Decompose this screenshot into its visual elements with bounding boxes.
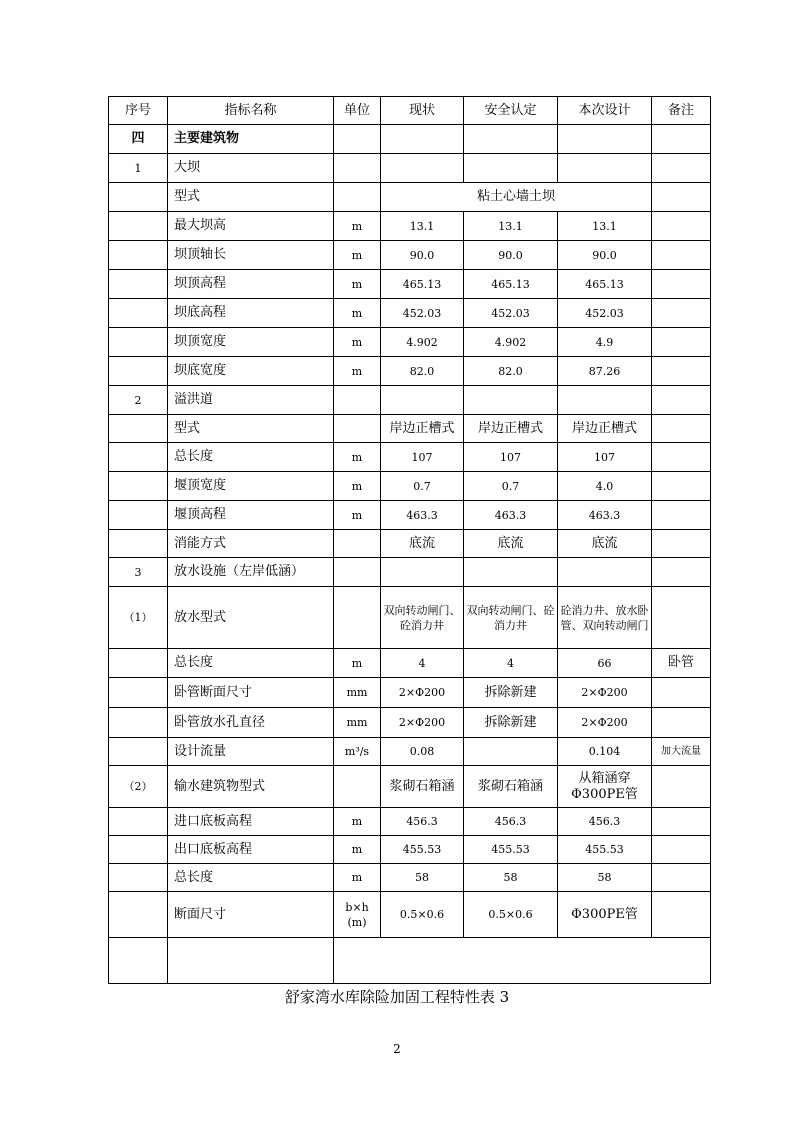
table-row: [109, 212, 711, 241]
row-design: 13.1: [558, 212, 652, 241]
table-row: [109, 836, 711, 864]
row-remark: [652, 501, 711, 530]
table-row: [109, 299, 711, 328]
row-no: （2）: [109, 766, 168, 808]
row-no: [109, 241, 168, 270]
row-remark: [652, 357, 711, 386]
row-design: [558, 154, 652, 183]
table-row: [109, 678, 711, 708]
table-row: [109, 270, 711, 299]
row-design: Φ300PE管: [558, 892, 652, 938]
table-row: [109, 328, 711, 357]
row-design: 107: [558, 443, 652, 472]
row-current: 0.7: [381, 472, 464, 501]
row-name: 出口底板高程: [168, 836, 334, 864]
table-caption: 舒家湾水库除险加固工程特性表 3: [284, 988, 510, 1006]
row-safety: 58: [464, 864, 558, 892]
row-design: 砼消力井、放水卧管、双向转动闸门: [558, 587, 652, 649]
row-name: 最大坝高: [168, 212, 334, 241]
row-unit: m: [334, 649, 381, 678]
row-no: [109, 738, 168, 766]
header-row: [109, 97, 711, 125]
row-unit: [334, 530, 381, 558]
row-safety: 90.0: [464, 241, 558, 270]
row-merged-value: [334, 938, 711, 984]
row-unit: mm: [334, 678, 381, 708]
table-row: [109, 501, 711, 530]
row-design: 4.0: [558, 472, 652, 501]
row-unit: [334, 587, 381, 649]
row-current: 107: [381, 443, 464, 472]
row-name: 输水建筑物型式: [168, 766, 334, 808]
row-safety: [464, 386, 558, 415]
row-unit: m: [334, 241, 381, 270]
row-no: [109, 530, 168, 558]
row-current: 底流: [381, 530, 464, 558]
table-row: [109, 125, 711, 154]
table-row: [109, 183, 711, 212]
row-unit: m: [334, 501, 381, 530]
row-safety: 82.0: [464, 357, 558, 386]
table-row: [109, 386, 711, 415]
row-design: 58: [558, 864, 652, 892]
row-name: 卧管断面尺寸: [168, 678, 334, 708]
row-name: 断面尺寸: [168, 892, 334, 938]
row-no: [109, 836, 168, 864]
row-remark: [652, 270, 711, 299]
row-no: [109, 183, 168, 212]
row-safety: 13.1: [464, 212, 558, 241]
row-safety: 拆除新建: [464, 708, 558, 738]
header-name: 指标名称: [168, 97, 334, 125]
row-name: 卧管放水孔直径: [168, 708, 334, 738]
characteristics-table: [108, 96, 711, 984]
row-remark: [652, 558, 711, 587]
row-safety: 4.902: [464, 328, 558, 357]
row-no: [109, 443, 168, 472]
row-safety: 0.5×0.6: [464, 892, 558, 938]
row-name: 消能方式: [168, 530, 334, 558]
row-design: 岸边正槽式: [558, 415, 652, 443]
row-design: 0.104: [558, 738, 652, 766]
row-unit: [334, 154, 381, 183]
row-no: [109, 708, 168, 738]
row-safety: 岸边正槽式: [464, 415, 558, 443]
row-unit: m: [334, 808, 381, 836]
row-no: [109, 472, 168, 501]
table-row: [109, 864, 711, 892]
table-row: [109, 415, 711, 443]
row-name: 设计流量: [168, 738, 334, 766]
row-no: 1: [109, 154, 168, 183]
row-design: 90.0: [558, 241, 652, 270]
row-current: [381, 154, 464, 183]
row-design: 66: [558, 649, 652, 678]
row-name: 放水设施（左岸低涵）: [168, 558, 334, 587]
row-design: [558, 558, 652, 587]
row-safety: 4: [464, 649, 558, 678]
row-remark: [652, 328, 711, 357]
row-name: 堰顶宽度: [168, 472, 334, 501]
row-current: 58: [381, 864, 464, 892]
row-remark: [652, 212, 711, 241]
row-no: [109, 808, 168, 836]
row-name: [168, 938, 334, 984]
row-remark: [652, 386, 711, 415]
row-current: 456.3: [381, 808, 464, 836]
row-design: 2×Φ200: [558, 678, 652, 708]
row-safety: 双向转动闸门、砼消力井: [464, 587, 558, 649]
row-safety: 455.53: [464, 836, 558, 864]
row-no: [109, 212, 168, 241]
row-design: 底流: [558, 530, 652, 558]
row-name: 放水型式: [168, 587, 334, 649]
row-design: 4.9: [558, 328, 652, 357]
table-row: [109, 241, 711, 270]
row-unit: m: [334, 472, 381, 501]
header-remark: 备注: [652, 97, 711, 125]
header-safety: 安全认定: [464, 97, 558, 125]
row-design: [558, 125, 652, 154]
row-no: [109, 299, 168, 328]
row-remark: 卧管: [652, 649, 711, 678]
row-remark: [652, 836, 711, 864]
row-name: 坝底高程: [168, 299, 334, 328]
row-unit: [334, 558, 381, 587]
table-row: [109, 530, 711, 558]
row-unit: m: [334, 270, 381, 299]
row-no: 四: [109, 125, 168, 154]
row-safety: 456.3: [464, 808, 558, 836]
header-design: 本次设计: [558, 97, 652, 125]
row-unit: mm: [334, 708, 381, 738]
row-design: 456.3: [558, 808, 652, 836]
table-row: [109, 892, 711, 938]
row-safety: 底流: [464, 530, 558, 558]
table-row: [109, 443, 711, 472]
row-remark: [652, 864, 711, 892]
table-row: [109, 357, 711, 386]
row-no: 3: [109, 558, 168, 587]
page-number: 2: [393, 1042, 401, 1056]
table-row: [109, 808, 711, 836]
table-row: [109, 649, 711, 678]
row-current: 452.03: [381, 299, 464, 328]
row-current: 465.13: [381, 270, 464, 299]
row-name: 坝顶高程: [168, 270, 334, 299]
row-current: 2×Φ200: [381, 708, 464, 738]
row-current: 82.0: [381, 357, 464, 386]
header-unit: 单位: [334, 97, 381, 125]
row-no: [109, 415, 168, 443]
header-no: 序号: [109, 97, 168, 125]
row-name: 溢洪道: [168, 386, 334, 415]
row-current: 13.1: [381, 212, 464, 241]
row-no: [109, 270, 168, 299]
row-design: 455.53: [558, 836, 652, 864]
row-remark: [652, 154, 711, 183]
row-unit: m: [334, 357, 381, 386]
row-current: 455.53: [381, 836, 464, 864]
row-safety: 463.3: [464, 501, 558, 530]
table-row: [109, 738, 711, 766]
row-name: 坝顶轴长: [168, 241, 334, 270]
row-remark: [652, 708, 711, 738]
row-current: [381, 386, 464, 415]
table-row: [109, 587, 711, 649]
row-remark: [652, 678, 711, 708]
row-name: 堰顶高程: [168, 501, 334, 530]
row-design: 465.13: [558, 270, 652, 299]
row-remark: [652, 183, 711, 212]
row-unit: [334, 766, 381, 808]
row-safety: [464, 738, 558, 766]
row-remark: [652, 415, 711, 443]
row-design: 2×Φ200: [558, 708, 652, 738]
table-row: [109, 766, 711, 808]
row-no: 2: [109, 386, 168, 415]
row-safety: [464, 558, 558, 587]
row-merged-value: 粘土心墙土坝: [381, 183, 652, 212]
row-safety: [464, 154, 558, 183]
row-remark: [652, 766, 711, 808]
row-unit: m: [334, 864, 381, 892]
row-design: 87.26: [558, 357, 652, 386]
row-remark: [652, 587, 711, 649]
row-current: [381, 558, 464, 587]
row-unit: m³/s: [334, 738, 381, 766]
row-remark: [652, 299, 711, 328]
row-name: 型式: [168, 415, 334, 443]
row-name: 大坝: [168, 154, 334, 183]
row-safety: 107: [464, 443, 558, 472]
row-name: 进口底板高程: [168, 808, 334, 836]
row-remark: [652, 530, 711, 558]
row-unit: [334, 386, 381, 415]
row-current: 4.902: [381, 328, 464, 357]
row-current: 463.3: [381, 501, 464, 530]
row-design: 452.03: [558, 299, 652, 328]
row-design: 从箱涵穿Φ300PE管: [558, 766, 652, 808]
row-remark: [652, 125, 711, 154]
row-remark: [652, 241, 711, 270]
row-no: [109, 678, 168, 708]
row-no: [109, 864, 168, 892]
row-no: [109, 501, 168, 530]
row-unit: m: [334, 212, 381, 241]
row-design: [558, 386, 652, 415]
row-current: 2×Φ200: [381, 678, 464, 708]
row-unit: b×h (m): [334, 892, 381, 938]
row-safety: 0.7: [464, 472, 558, 501]
row-no: [109, 328, 168, 357]
row-safety: 465.13: [464, 270, 558, 299]
header-current: 现状: [381, 97, 464, 125]
row-name: 型式: [168, 183, 334, 212]
row-remark: [652, 443, 711, 472]
row-name: 总长度: [168, 649, 334, 678]
row-remark: 加大流量: [652, 738, 711, 766]
row-remark: [652, 892, 711, 938]
row-name: 主要建筑物: [168, 125, 334, 154]
row-name: 坝顶宽度: [168, 328, 334, 357]
row-current: 90.0: [381, 241, 464, 270]
row-unit: m: [334, 836, 381, 864]
row-unit: [334, 183, 381, 212]
row-unit: [334, 125, 381, 154]
row-design: 463.3: [558, 501, 652, 530]
row-name: 总长度: [168, 864, 334, 892]
row-unit: m: [334, 299, 381, 328]
row-no: [109, 649, 168, 678]
row-current: [381, 125, 464, 154]
table-row: [109, 154, 711, 183]
table-row: [109, 558, 711, 587]
row-current: 岸边正槽式: [381, 415, 464, 443]
row-current: 0.5×0.6: [381, 892, 464, 938]
table-row: [109, 708, 711, 738]
row-remark: [652, 472, 711, 501]
row-name: 总长度: [168, 443, 334, 472]
row-unit: [334, 415, 381, 443]
row-name: 坝底宽度: [168, 357, 334, 386]
row-safety: 浆砌石箱涵: [464, 766, 558, 808]
row-no: [109, 938, 168, 984]
row-no: [109, 892, 168, 938]
row-unit: m: [334, 328, 381, 357]
row-current: 双向转动闸门、砼消力井: [381, 587, 464, 649]
row-current: 0.08: [381, 738, 464, 766]
row-no: [109, 357, 168, 386]
table-row: [109, 472, 711, 501]
row-safety: 拆除新建: [464, 678, 558, 708]
row-current: 4: [381, 649, 464, 678]
row-safety: 452.03: [464, 299, 558, 328]
row-unit: m: [334, 443, 381, 472]
row-remark: [652, 808, 711, 836]
table-row-empty: [109, 938, 711, 984]
row-no: （1）: [109, 587, 168, 649]
row-safety: [464, 125, 558, 154]
row-current: 浆砌石箱涵: [381, 766, 464, 808]
